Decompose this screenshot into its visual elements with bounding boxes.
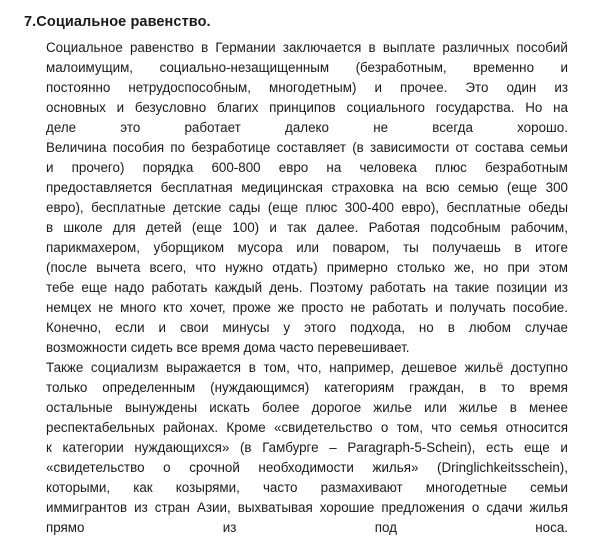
paragraph-line	[46, 119, 568, 136]
word: например,	[329, 360, 395, 375]
word: вынуждены	[124, 400, 198, 415]
word: но	[418, 320, 434, 335]
word: же,	[454, 260, 475, 275]
word: равенство	[129, 40, 194, 55]
word: категории	[62, 440, 124, 455]
word: более	[261, 400, 300, 415]
word: от	[455, 140, 469, 155]
word: из	[134, 500, 148, 515]
paragraph-line	[46, 259, 568, 276]
word: что	[195, 260, 216, 275]
word: на	[326, 160, 342, 175]
word: евро),	[401, 200, 440, 215]
word: носа.	[535, 520, 568, 535]
word: хочет,	[189, 300, 226, 315]
word: (в	[352, 140, 364, 155]
word: Работая	[368, 220, 420, 235]
word: еще	[523, 440, 550, 455]
word: менее	[528, 400, 568, 415]
paragraph-line	[46, 359, 568, 376]
word: столько	[397, 260, 446, 275]
word: размахивают	[320, 480, 403, 495]
paragraph-line	[46, 99, 568, 116]
word: хорошо.	[517, 120, 568, 135]
word: социально-незащищенным	[159, 60, 330, 75]
word: многодетные	[425, 480, 507, 495]
word: нужно	[225, 260, 264, 275]
word: этого	[304, 320, 337, 335]
paragraph-line	[46, 439, 568, 456]
word: выражается	[166, 360, 242, 375]
word: (после	[46, 260, 88, 275]
word: искать	[209, 400, 250, 415]
word: семьи	[530, 480, 568, 495]
word: Германии	[215, 40, 276, 55]
word: итоге	[535, 240, 568, 255]
paragraph-line	[46, 519, 568, 536]
word: всегда	[432, 120, 473, 135]
word: в	[509, 400, 517, 415]
word: заключается	[282, 40, 362, 55]
paragraph-line	[46, 299, 568, 316]
word: то	[501, 380, 515, 395]
word: (еще	[506, 180, 538, 195]
word: свои	[179, 320, 209, 335]
word: евро	[278, 160, 309, 175]
word: Кроме	[226, 420, 266, 435]
word: выхватывая	[237, 500, 313, 515]
paragraph-line	[46, 479, 568, 496]
word: 100)	[232, 220, 260, 235]
section-heading: 7.Социальное равенство.	[24, 14, 211, 30]
word: и	[158, 320, 167, 335]
word: безработице	[191, 140, 271, 155]
word: далеко	[285, 120, 329, 135]
word: жилье	[373, 400, 412, 415]
word: зависимости	[369, 140, 450, 155]
word: жилье	[458, 400, 498, 415]
word: мусора	[237, 240, 283, 255]
word: случае	[524, 320, 568, 335]
word: жилья»	[372, 460, 419, 475]
word: не	[98, 300, 114, 315]
word: о	[471, 500, 480, 515]
word: сдачи	[486, 500, 523, 515]
word: Гамбурге	[262, 440, 319, 455]
word: подхода,	[350, 320, 405, 335]
paragraph-line	[46, 499, 568, 516]
word: или	[424, 400, 447, 415]
paragraph-line	[46, 39, 568, 56]
word: к	[46, 440, 52, 455]
word: составляет	[276, 140, 346, 155]
word: что	[431, 420, 452, 435]
paragraph-line	[46, 219, 568, 236]
word: Но	[525, 100, 543, 115]
word: евро),	[46, 200, 84, 215]
word: далее.	[316, 220, 359, 235]
paragraph-line	[46, 139, 568, 156]
word: есть	[486, 440, 514, 455]
word: о	[163, 460, 171, 475]
word: Величина	[46, 140, 107, 155]
word: в	[447, 320, 455, 335]
word: детские	[173, 200, 222, 215]
word: временно	[473, 60, 535, 75]
word: уборщиком	[153, 240, 225, 255]
word: из	[554, 280, 568, 295]
word: Это	[465, 80, 489, 95]
word: респектабельных	[46, 420, 155, 435]
paragraph-line	[46, 159, 568, 176]
word: же	[277, 300, 295, 315]
word: для	[112, 220, 136, 235]
word: работать	[151, 280, 208, 295]
word: предоставляется	[46, 180, 153, 195]
paragraph-line	[46, 79, 568, 96]
word: каждый	[214, 280, 263, 295]
word: малоимущим,	[46, 60, 134, 75]
word: жилья	[529, 500, 568, 515]
word: не	[373, 120, 389, 135]
paragraph-line	[46, 239, 568, 256]
word: порядка	[142, 160, 194, 175]
word: принципов	[269, 100, 336, 115]
paragraph-line	[46, 279, 568, 296]
word: в	[201, 40, 209, 55]
word: надо	[114, 280, 145, 295]
word: один	[506, 80, 537, 95]
word: и	[116, 100, 125, 115]
word: кто	[163, 300, 183, 315]
word: парикмахером,	[46, 240, 140, 255]
word: состава	[475, 140, 524, 155]
word: безусловно	[134, 100, 207, 115]
word: граждан,	[409, 380, 465, 395]
word: при	[507, 260, 530, 275]
word: (еще	[267, 200, 299, 215]
word: дешевое	[401, 360, 457, 375]
word: «свидетельство	[274, 420, 373, 435]
word: детей	[145, 220, 182, 235]
word: 300	[545, 180, 568, 195]
word: в	[368, 40, 376, 55]
word: любом	[468, 320, 511, 335]
word: бесплатные	[91, 200, 166, 215]
paragraph-line	[46, 59, 568, 76]
word: время	[529, 380, 568, 395]
word: часто	[262, 480, 298, 495]
word: Paragraph-5-Schein),	[347, 440, 476, 455]
word: под	[374, 520, 397, 535]
word: этом	[538, 260, 568, 275]
word: работает	[184, 120, 241, 135]
word: по	[170, 140, 186, 155]
word: Конечно,	[46, 320, 102, 335]
word: поваром,	[332, 240, 390, 255]
word: работать	[369, 280, 426, 295]
word: и	[560, 60, 568, 75]
word: всю	[425, 180, 450, 195]
word: много	[120, 300, 157, 315]
paragraph-line	[46, 399, 568, 416]
word: прямо	[46, 520, 85, 535]
word: дорогое	[311, 400, 362, 415]
word: жильё	[464, 360, 504, 375]
word: прочее.	[399, 80, 448, 95]
word: если	[115, 320, 145, 335]
word: подсобным	[430, 220, 501, 235]
word: так	[287, 220, 307, 235]
word: только	[46, 380, 88, 395]
word: как	[133, 480, 153, 495]
word: –	[329, 440, 337, 455]
word: социализм	[90, 360, 159, 375]
word: сады	[228, 200, 261, 215]
word: просто	[301, 300, 344, 315]
word: немцех	[46, 300, 92, 315]
word: Поэтому	[309, 280, 363, 295]
word: это	[120, 120, 141, 135]
word: или	[296, 240, 319, 255]
word: (безработным,	[355, 60, 447, 75]
word: получаешь	[432, 240, 501, 255]
word: позиции	[496, 280, 548, 295]
word: проже	[232, 300, 271, 315]
word: еще	[81, 280, 108, 295]
word: Социальное	[46, 40, 123, 55]
word: многодетным)	[268, 80, 357, 95]
word: в	[514, 240, 522, 255]
word: доступно	[510, 360, 568, 375]
word: примерно	[326, 260, 388, 275]
paragraph-line: возможности сидеть все время дома часто перевешивает.	[46, 340, 410, 355]
word: из	[222, 520, 237, 535]
word: обеды	[528, 200, 568, 215]
word: школе	[63, 220, 103, 235]
word: безработным	[485, 160, 568, 175]
word: и	[46, 160, 54, 175]
word: основных	[46, 100, 106, 115]
word: рабочим,	[510, 220, 568, 235]
word: в	[479, 380, 487, 395]
word: предложения	[381, 500, 465, 515]
word: выплате	[382, 40, 436, 55]
word: бесплатные	[446, 200, 521, 215]
word: относится	[505, 420, 568, 435]
paragraph-line	[46, 319, 568, 336]
paragraph-line	[46, 459, 568, 476]
word: в	[46, 220, 54, 235]
word: различных	[442, 40, 510, 55]
word: вычета	[96, 260, 141, 275]
word: о	[380, 420, 389, 435]
word: из	[554, 80, 568, 95]
word: срочной	[189, 460, 240, 475]
word: козырями,	[175, 480, 240, 495]
word: нетрудоспособным,	[128, 80, 251, 95]
word: (в	[239, 440, 252, 455]
word: (нуждающимся)	[210, 380, 310, 395]
word: «свидетельство	[46, 460, 145, 475]
word: на	[553, 100, 568, 115]
word: пособие.	[512, 300, 568, 315]
word: человека	[359, 160, 417, 175]
word: определенным	[102, 380, 196, 395]
word: Азии,	[196, 500, 231, 515]
word: работать	[372, 300, 429, 315]
word: стран	[154, 500, 190, 515]
word: у	[283, 320, 291, 335]
word: прочего)	[71, 160, 125, 175]
word: в	[248, 360, 256, 375]
word: минусы	[222, 320, 270, 335]
word: такие	[454, 280, 490, 295]
word: медицинская	[241, 180, 323, 195]
word: плюс	[435, 160, 467, 175]
word: государства.	[435, 100, 515, 115]
word: но	[483, 260, 499, 275]
word: семью	[457, 180, 499, 195]
word: ты	[403, 240, 419, 255]
paragraph-line	[46, 419, 568, 436]
word: и	[374, 80, 382, 95]
word: Также	[46, 360, 84, 375]
word: на	[402, 180, 418, 195]
word: не	[350, 300, 366, 315]
paragraph-line	[46, 379, 568, 396]
word: отдать)	[272, 260, 318, 275]
word: остальные	[46, 400, 113, 415]
word: иммигрантов	[46, 500, 128, 515]
word: районах.	[163, 420, 219, 435]
word: семья	[459, 420, 498, 435]
paragraph-line	[46, 179, 568, 196]
word: пособия	[112, 140, 165, 155]
word: благих	[216, 100, 259, 115]
word: на	[433, 280, 448, 295]
word: хорошие	[319, 500, 375, 515]
word: бесплатная	[160, 180, 233, 195]
word: день.	[269, 280, 303, 295]
word: которыми,	[46, 480, 111, 495]
word: 600-800	[211, 160, 261, 175]
word: (Dringlichkeitsschein),	[437, 460, 568, 475]
word: постоянно	[46, 80, 111, 95]
paragraph-line	[46, 199, 568, 216]
word: том,	[396, 420, 423, 435]
word: и	[435, 300, 443, 315]
word: и	[269, 220, 277, 235]
word: всего,	[149, 260, 187, 275]
word: и	[560, 440, 568, 455]
word: получать	[449, 300, 506, 315]
word: тебе	[46, 280, 75, 295]
word: плюс	[305, 200, 338, 215]
word: том,	[263, 360, 290, 375]
word: пособий	[516, 40, 568, 55]
word: страховка	[331, 180, 394, 195]
word: что,	[297, 360, 322, 375]
word: социального	[346, 100, 425, 115]
word: деле	[46, 120, 77, 135]
word: необходимости	[258, 460, 354, 475]
word: категориям	[324, 380, 395, 395]
word: 300-400	[344, 200, 394, 215]
word: (еще	[191, 220, 223, 235]
word: нуждающихся»	[134, 440, 230, 455]
word: семьи	[530, 140, 568, 155]
